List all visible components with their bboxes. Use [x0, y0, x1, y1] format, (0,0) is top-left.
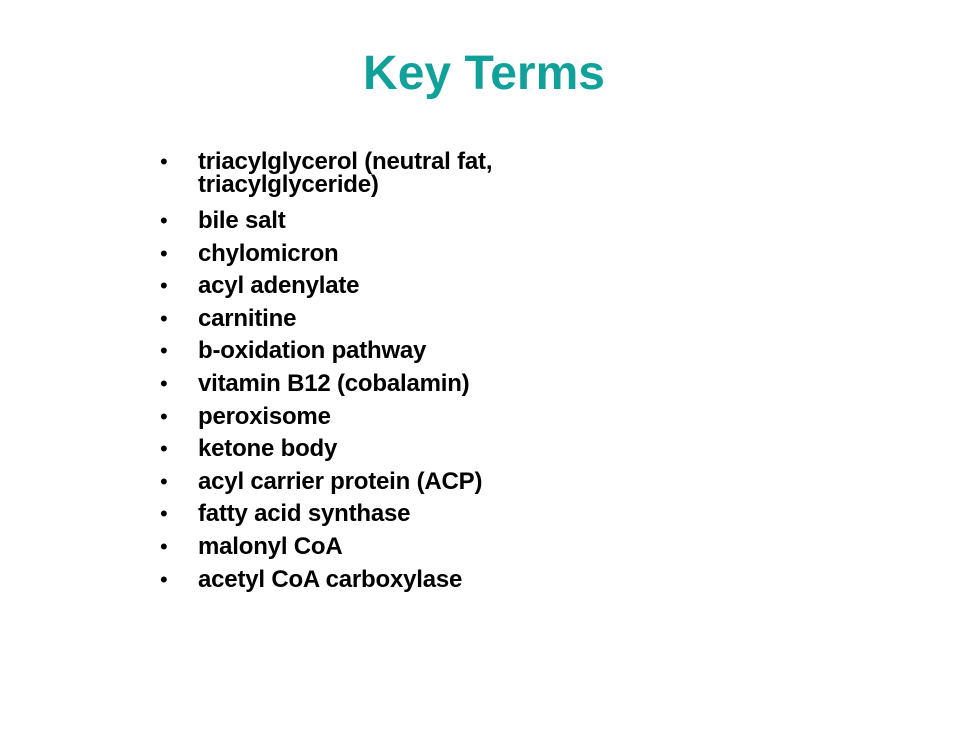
- bullet-icon: •: [160, 533, 168, 559]
- bullet-icon: •: [160, 240, 168, 266]
- term-text: fatty acid synthase: [198, 500, 411, 528]
- bullet-icon: •: [160, 273, 168, 299]
- list-item: [160, 401, 580, 434]
- key-terms-list: [160, 146, 580, 596]
- bullet-icon: •: [160, 338, 168, 364]
- term-text: peroxisome: [198, 402, 331, 430]
- list-item: [160, 205, 580, 238]
- term-text: carnitine: [198, 304, 297, 332]
- bullet-icon: •: [160, 436, 168, 462]
- list-item: [160, 466, 580, 499]
- bullet-icon: •: [160, 208, 168, 233]
- list-item: [160, 146, 580, 205]
- bullet-icon: •: [160, 501, 168, 527]
- term-text-line-1: triacylglycerol (neutral fat,: [198, 148, 493, 175]
- bullet-icon: •: [160, 149, 168, 174]
- term-text: acyl carrier protein (ACP): [198, 467, 483, 495]
- term-text: vitamin B12 (cobalamin): [198, 369, 470, 397]
- term-text: malonyl CoA: [198, 532, 343, 560]
- term-text-line-2: triacylglyceride): [198, 171, 379, 198]
- term-text: ketone body: [198, 435, 338, 463]
- list-item: [160, 498, 580, 531]
- list-item: [160, 433, 580, 466]
- bullet-icon: •: [160, 403, 168, 429]
- list-item: [160, 531, 580, 564]
- term-text: acetyl CoA carboxylase: [198, 565, 463, 593]
- bullet-icon: •: [160, 305, 168, 331]
- term-text: acyl adenylate: [198, 272, 360, 300]
- list-item: [160, 238, 580, 271]
- bullet-icon: •: [160, 468, 168, 494]
- term-text: b-oxidation pathway: [198, 337, 427, 365]
- list-item: [160, 335, 580, 368]
- list-item: [160, 303, 580, 336]
- list-item: [160, 270, 580, 303]
- term-text: bile salt: [198, 207, 286, 234]
- slide-title: Key Terms: [363, 47, 605, 100]
- bullet-icon: •: [160, 566, 168, 592]
- list-item: [160, 368, 580, 401]
- list-item: [160, 564, 580, 597]
- bullet-icon: •: [160, 370, 168, 396]
- term-text: chylomicron: [198, 239, 339, 267]
